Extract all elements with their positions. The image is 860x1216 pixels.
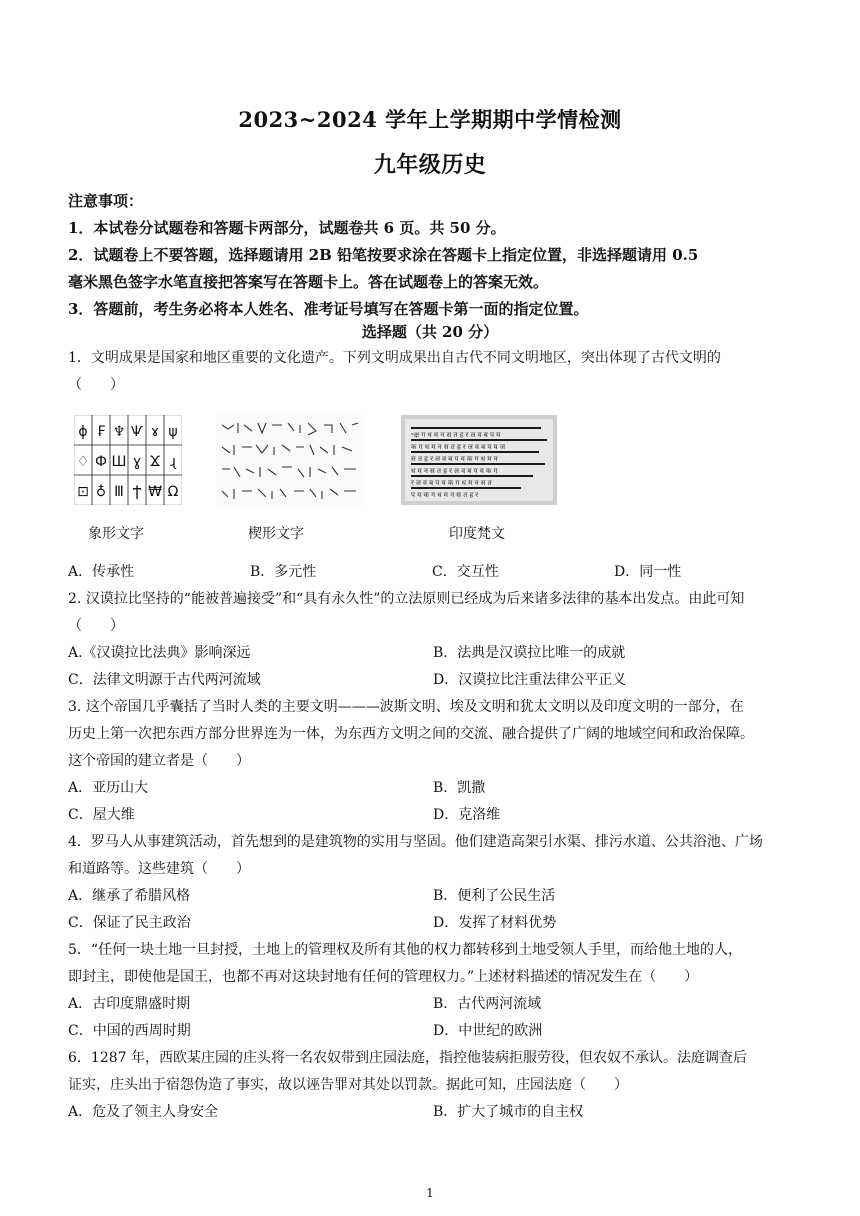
- question-5-stem: 5．“任何一块土地一旦封授，土地上的管理权及所有其他的权力都转移到土地受领人手里，而给他土地的人，: [68, 942, 743, 958]
- svg-text:क ग ध म न स त ह र ल व ब प य ज: क ग ध म न स त ह र ल व ब प य ज: [411, 443, 506, 451]
- svg-text:₩: ₩: [148, 484, 162, 500]
- option-a: A．亚历山大: [68, 780, 149, 796]
- svg-text:ɻ: ɻ: [170, 454, 176, 470]
- option-c: C．法律文明源于古代两河流域: [68, 672, 261, 688]
- question-2-options: [68, 640, 798, 667]
- svg-text:Ф: Ф: [94, 454, 108, 470]
- script-images: [68, 399, 798, 559]
- note-line: 3．答题前，考生务必将本人姓名、准考证号填写在答题卡第一面的指定位置。: [68, 300, 589, 318]
- svg-text:स त ह र ल व ब प य क ग ध म न: स त ह र ल व ब प य क ग ध म न: [411, 455, 498, 463]
- question-3-stem: 3. 这个帝国几乎囊括了当时人类的主要文明———波斯文明、埃及文明和犹太文明以及印度文明的一部分，在: [68, 699, 744, 715]
- option-b: B．多元性: [250, 564, 317, 580]
- question-5-options: [68, 991, 798, 1018]
- caption-sanskrit: 印度梵文: [449, 526, 505, 542]
- cuneiform-image: [216, 415, 364, 505]
- svg-text:⊡: ⊡: [77, 484, 89, 500]
- svg-text:♁: ♁: [95, 484, 107, 500]
- caption-hieroglyph: 象形文字: [88, 526, 144, 542]
- question-2-stem: 2. 汉谟拉比坚持的“能被普遍接受”和“具有永久性”的立法原则已经成为后来诸多法律的基本出发点。由此可知: [68, 591, 745, 607]
- notes-heading: 注意事项：: [68, 192, 144, 210]
- option-b: B．便利了公民生活: [433, 888, 556, 904]
- notes-block: [68, 188, 798, 323]
- exam-title: 2023~2024 学年上学期期中学情检测: [238, 107, 622, 132]
- question-1-bracket: （ ）: [68, 377, 124, 393]
- option-d: D．发挥了材料优势: [433, 915, 557, 931]
- page-number: 1: [426, 1186, 434, 1200]
- option-d: D．同一性: [614, 564, 682, 580]
- option-b: B．扩大了城市的自主权: [433, 1104, 584, 1120]
- svg-text:Ѱ: Ѱ: [131, 424, 143, 440]
- question-3-stem: 历史上第一次把东西方部分世界连为一体，为东西方文明之间的交流、融合提供了广阔的地域空间和政治保障。: [68, 726, 754, 742]
- option-c: C．中国的西周时期: [68, 1023, 191, 1039]
- question-6-stem: 6．1287 年，西欧某庄园的庄头将一名农奴带到庄园法庭，指控他装病拒服劳役，但农奴不承认。法庭调查后: [68, 1050, 747, 1066]
- questions: [68, 345, 798, 1126]
- question-1-stem: 1．文明成果是国家和地区重要的文化遗产。下列文明成果出自古代不同文明地区，突出体现了古代文明的: [68, 350, 721, 366]
- question-5-stem: 即封主，即使他是国王，也都不再对这块封地有任何的管理权力。”上述材料描述的情况发生在（ ）: [68, 969, 699, 985]
- option-c: C．保证了民主政治: [68, 915, 191, 931]
- option-a: A.《汉谟拉比法典》影响深远: [68, 645, 251, 661]
- option-a: A．传承性: [68, 564, 135, 580]
- note-line: 1．本试卷分试题卷和答题卡两部分，试题卷共 6 页。共 50 分。: [68, 219, 506, 237]
- option-a: A．危及了领主人身安全: [68, 1104, 219, 1120]
- exam-subject: 九年级历史: [373, 152, 487, 178]
- svg-text:Ϫ: Ϫ: [149, 454, 161, 470]
- option-b: B．凯撒: [433, 780, 486, 796]
- svg-text:ψ: ψ: [168, 424, 178, 440]
- question-6-options: [68, 1099, 798, 1126]
- svg-text:Ω: Ω: [167, 484, 179, 500]
- svg-text:ध म न स त ह र ल व ब प य क ग: ध म न स त ह र ल व ब प य क ग: [411, 467, 498, 475]
- svg-text:ɸ: ɸ: [78, 424, 88, 440]
- svg-text:♆: ♆: [112, 424, 126, 440]
- note-line: 毫米黑色签字水笔直接把答案写在答题卡上。答在试题卷上的答案无效。: [68, 273, 549, 291]
- question-3-stem: 这个帝国的建立者是（ ）: [68, 753, 250, 769]
- question-4-stem: 和道路等。这些建筑（ ）: [68, 861, 250, 877]
- note-line: 2．试题卷上不要答题，选择题请用 2B 铅笔按要求涂在答题卡上指定位置，非选择题请用 0.5: [68, 246, 699, 264]
- question-4-options: [68, 883, 798, 910]
- question-1-options: [68, 559, 798, 586]
- question-2-options: [68, 667, 798, 694]
- svg-text:♢: ♢: [76, 454, 90, 470]
- question-4-options: [68, 910, 798, 937]
- svg-text:Ϯ: Ϯ: [132, 484, 142, 500]
- sanskrit-image: [401, 415, 557, 505]
- svg-text:प य क ग ध म न स त ह र: प य क ग ध म न स त ह र: [411, 491, 479, 499]
- svg-text:₣: ₣: [96, 424, 106, 440]
- svg-text:र ल व ब प य क ग ध म न स त: र ल व ब प य क ग ध म न स त: [411, 479, 492, 487]
- option-c: C．屋大维: [68, 807, 135, 823]
- section-title: 选择题（共 20 分）: [361, 323, 499, 341]
- option-b: B．法典是汉谟拉比唯一的成就: [433, 645, 626, 661]
- option-c: C．交互性: [432, 564, 499, 580]
- svg-text:Ш: Ш: [111, 454, 127, 470]
- hieroglyph-image: [74, 415, 182, 505]
- option-d: D．中世纪的欧洲: [433, 1023, 543, 1039]
- question-5-options: [68, 1018, 798, 1045]
- option-d: D．克洛维: [433, 807, 501, 823]
- question-4-stem: 4．罗马人从事建筑活动，首先想到的是建筑物的实用与坚固。他们建造高架引水渠、排污水道、公共浴池、广场: [68, 834, 763, 850]
- option-a: A．继承了希腊风格: [68, 888, 191, 904]
- question-3-options: [68, 775, 798, 802]
- question-6-stem: 证实，庄头出于宿怨伪造了事实，故以诬告罪对其处以罚款。据此可知，庄园法庭（ ）: [68, 1077, 628, 1093]
- caption-cuneiform: 楔形文字: [248, 526, 304, 542]
- svg-text:॰क्ष ग ध म न स त ह र ल व ब प य: ॰क्ष ग ध म न स त ह र ल व ब प य: [411, 431, 501, 439]
- question-2-bracket: （ ）: [68, 618, 124, 634]
- svg-text:ɣ: ɣ: [132, 454, 142, 470]
- question-3-options: [68, 802, 798, 829]
- option-d: D．汉谟拉比注重法律公平正义: [433, 672, 627, 688]
- svg-text:ɤ: ɤ: [150, 424, 160, 440]
- option-a: A．古印度鼎盛时期: [68, 996, 191, 1012]
- svg-text:Ⅲ: Ⅲ: [114, 484, 124, 500]
- option-b: B．古代两河流域: [433, 996, 542, 1012]
